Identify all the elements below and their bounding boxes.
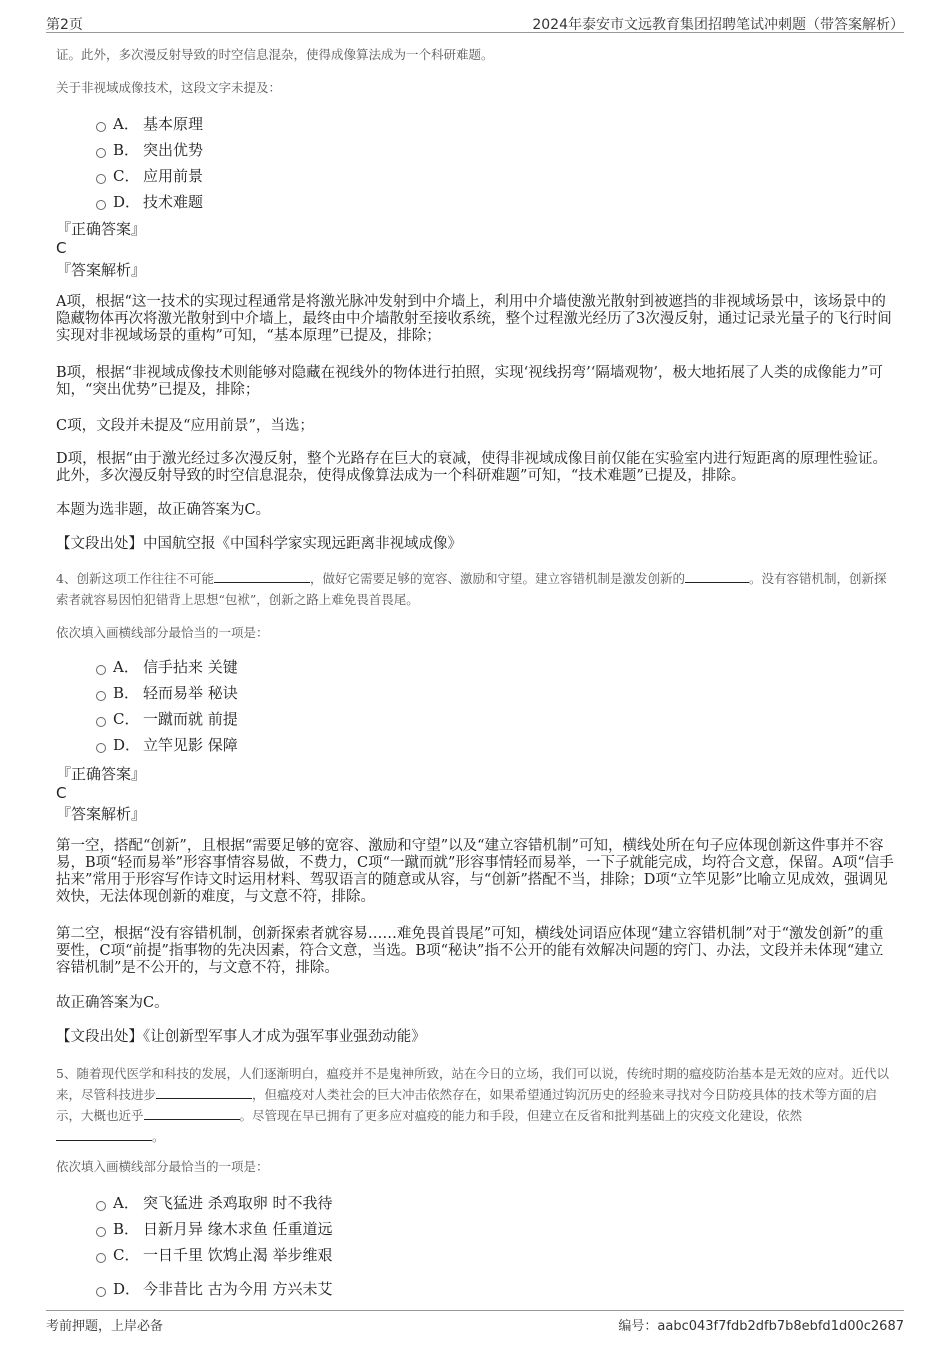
page-header xyxy=(46,12,904,33)
q5-option-a[interactable]: A． 突飞猛进 杀鸡取卵 时不我待 xyxy=(96,1190,936,1216)
q5-option-d[interactable]: D． 今非昔比 古为今用 方兴未艾 xyxy=(96,1276,936,1302)
q3-analysis-b: B项，根据“非视域成像技术则能够对隐藏在视线外的物体进行拍照，实现‘视线拐弯’‘隔墙观物’，极大地拓展了人类的成像能力”可知，“突出优势”已提及，排除； xyxy=(56,365,883,398)
q4-answer-tag: 『正确答案』 xyxy=(56,765,147,783)
q4-analysis-1: 第一空，搭配“创新”，且根据“需要足够的宽容、激励和守望”以及“建立容错机制”可知，横线处所在句子应体现创新这件事并不容易，B项“轻而易举”形容事情容易做，不费力，C项“一蹴而就”形容事情轻而易举，一下子就能完成，均符合文意，保留。A项“信手拈来”常用于形容写作诗文时运用材料、驾驭语言的随意或从容，与“创新”搭配不当，排除；D项“立竿见影”比喻立见成效，强调见效快，无法体现创新的难度，与文意不符，排除。 xyxy=(56,838,894,905)
radio-icon[interactable] xyxy=(96,122,106,132)
radio-icon[interactable] xyxy=(96,1287,106,1297)
q4-option-d[interactable]: D． 立竿见影 保障 xyxy=(96,732,936,758)
q3-stem: 关于非视域成像技术，这段文字未提及： xyxy=(56,80,282,95)
q4-blank-1[interactable] xyxy=(214,570,310,583)
q3-answer: C xyxy=(56,239,67,257)
radio-icon[interactable] xyxy=(96,1253,106,1263)
q3-option-c[interactable]: C． 应用前景 xyxy=(96,163,936,189)
radio-icon[interactable] xyxy=(96,1201,106,1211)
q3-analysis-tag: 『答案解析』 xyxy=(56,261,147,279)
q3-options xyxy=(56,111,936,215)
q4-instruction: 依次填入画横线部分最恰当的一项是： xyxy=(56,625,269,640)
q5-options xyxy=(56,1190,936,1302)
document-code: 编号：aabc043f7fdb2dfb7b8ebfd1d00c2687 xyxy=(618,1319,904,1334)
q4-conclusion: 故正确答案为C。 xyxy=(56,995,169,1011)
q5-blank-3[interactable] xyxy=(56,1128,152,1141)
q3-option-b[interactable]: B． 突出优势 xyxy=(96,137,936,163)
q4-options xyxy=(56,654,936,758)
radio-icon[interactable] xyxy=(96,717,106,727)
q4-stem: 4、创新这项工作往往不可能 ，做好它需要足够的宽容、激励和守望。建立容错机制是激发创新的 。没有容错机制，创新探索者就容易因怕犯错背上思想“包袱”，创新之路上难免畏首畏尾。 xyxy=(56,571,887,607)
q3-answer-tag: 『正确答案』 xyxy=(56,220,147,238)
radio-icon[interactable] xyxy=(96,691,106,701)
page-footer xyxy=(46,1310,904,1333)
q4-option-a[interactable]: A． 信手拈来 关键 xyxy=(96,654,936,680)
q4-blank-2[interactable] xyxy=(685,570,749,583)
q5-instruction: 依次填入画横线部分最恰当的一项是： xyxy=(56,1159,269,1174)
q5-option-c[interactable]: C． 一日千里 饮鸩止渴 举步维艰 xyxy=(96,1242,936,1268)
radio-icon[interactable] xyxy=(96,743,106,753)
q5-blank-1[interactable] xyxy=(156,1086,252,1099)
q5-blank-2[interactable] xyxy=(144,1107,240,1120)
radio-icon[interactable] xyxy=(96,1227,106,1237)
q3-analysis-d: D项，根据“由于激光经过多次漫反射，整个光路存在巨大的衰减，使得非视域成像目前仅能在实验室内进行短距离的原理性验证。此外，多次漫反射导致的时空信息混杂，使得成像算法成为一个科研难题”可知，“技术难题”已提及，排除。 xyxy=(56,451,888,484)
q3-option-d[interactable]: D． 技术难题 xyxy=(96,189,936,215)
page-number: 第2页 xyxy=(46,17,83,33)
q4-option-c[interactable]: C． 一蹴而就 前提 xyxy=(96,706,936,732)
q3-conclusion: 本题为选非题，故正确答案为C。 xyxy=(56,502,271,518)
q5-stem: 5、随着现代医学和科技的发展，人们逐渐明白，瘟疫并不是鬼神所致，站在今日的立场，我们可以说，传统时期的瘟疫防治基本是无效的应对。近代以来，尽管科技进步 ，但瘟疫对人类社会的巨大冲击依然存在，如果希望通过钩沉历史的经验来寻找对今日防疫具体的技术等方面的启示，大概也近乎 。尽管现在早已拥有了更多应对瘟疫的能力和手段，但建立在反省和批判基础上的灾疫文化建设，依然。 xyxy=(56,1066,889,1144)
q3-continuation: 证。此外，多次漫反射导致的时空信息混杂，使得成像算法成为一个科研难题。 xyxy=(56,47,494,62)
document-title: 2024年泰安市文远教育集团招聘笔试冲刺题（带答案解析） xyxy=(532,17,904,33)
q4-source: 【文段出处】《让创新型军事人才成为强军事业强劲动能》 xyxy=(56,1029,426,1045)
radio-icon[interactable] xyxy=(96,148,106,158)
radio-icon[interactable] xyxy=(96,200,106,210)
q4-answer: C xyxy=(56,784,67,802)
footer-slogan: 考前押题，上岸必备 xyxy=(46,1319,164,1334)
radio-icon[interactable] xyxy=(96,174,106,184)
q3-source: 【文段出处】中国航空报《中国科学家实现远距离非视域成像》 xyxy=(56,536,462,552)
q5-option-b[interactable]: B． 日新月异 缘木求鱼 任重道远 xyxy=(96,1216,936,1242)
q3-analysis-c: C项，文段并未提及“应用前景”，当选； xyxy=(56,418,314,434)
radio-icon[interactable] xyxy=(96,665,106,675)
q3-option-a[interactable]: A． 基本原理 xyxy=(96,111,936,137)
q4-analysis-tag: 『答案解析』 xyxy=(56,805,147,823)
q4-option-b[interactable]: B． 轻而易举 秘诀 xyxy=(96,680,936,706)
q3-analysis-a: A项，根据“这一技术的实现过程通常是将激光脉冲发射到中介墙上，利用中介墙使激光散射到被遮挡的非视域场景中，该场景中的隐藏物体再次将激光散射到中介墙上，最终由中介墙散射至接收系统，整个过程激光经历了3次漫反射，通过记录光量子的飞行时间实现对非视域场景的重构”可知，“基本原理”已提及，排除； xyxy=(56,294,892,344)
q4-analysis-2: 第二空，根据“没有容错机制，创新探索者就容易……难免畏首畏尾”可知，横线处词语应体现“建立容错机制”对于“激发创新”的重要性，C项“前提”指事物的先决因素，符合文意，当选。B项“秘诀”指不公开的能有效解决问题的窍门、办法，文段并未体现“建立容错机制”是不公开的，与文意不符，排除。 xyxy=(56,926,884,976)
